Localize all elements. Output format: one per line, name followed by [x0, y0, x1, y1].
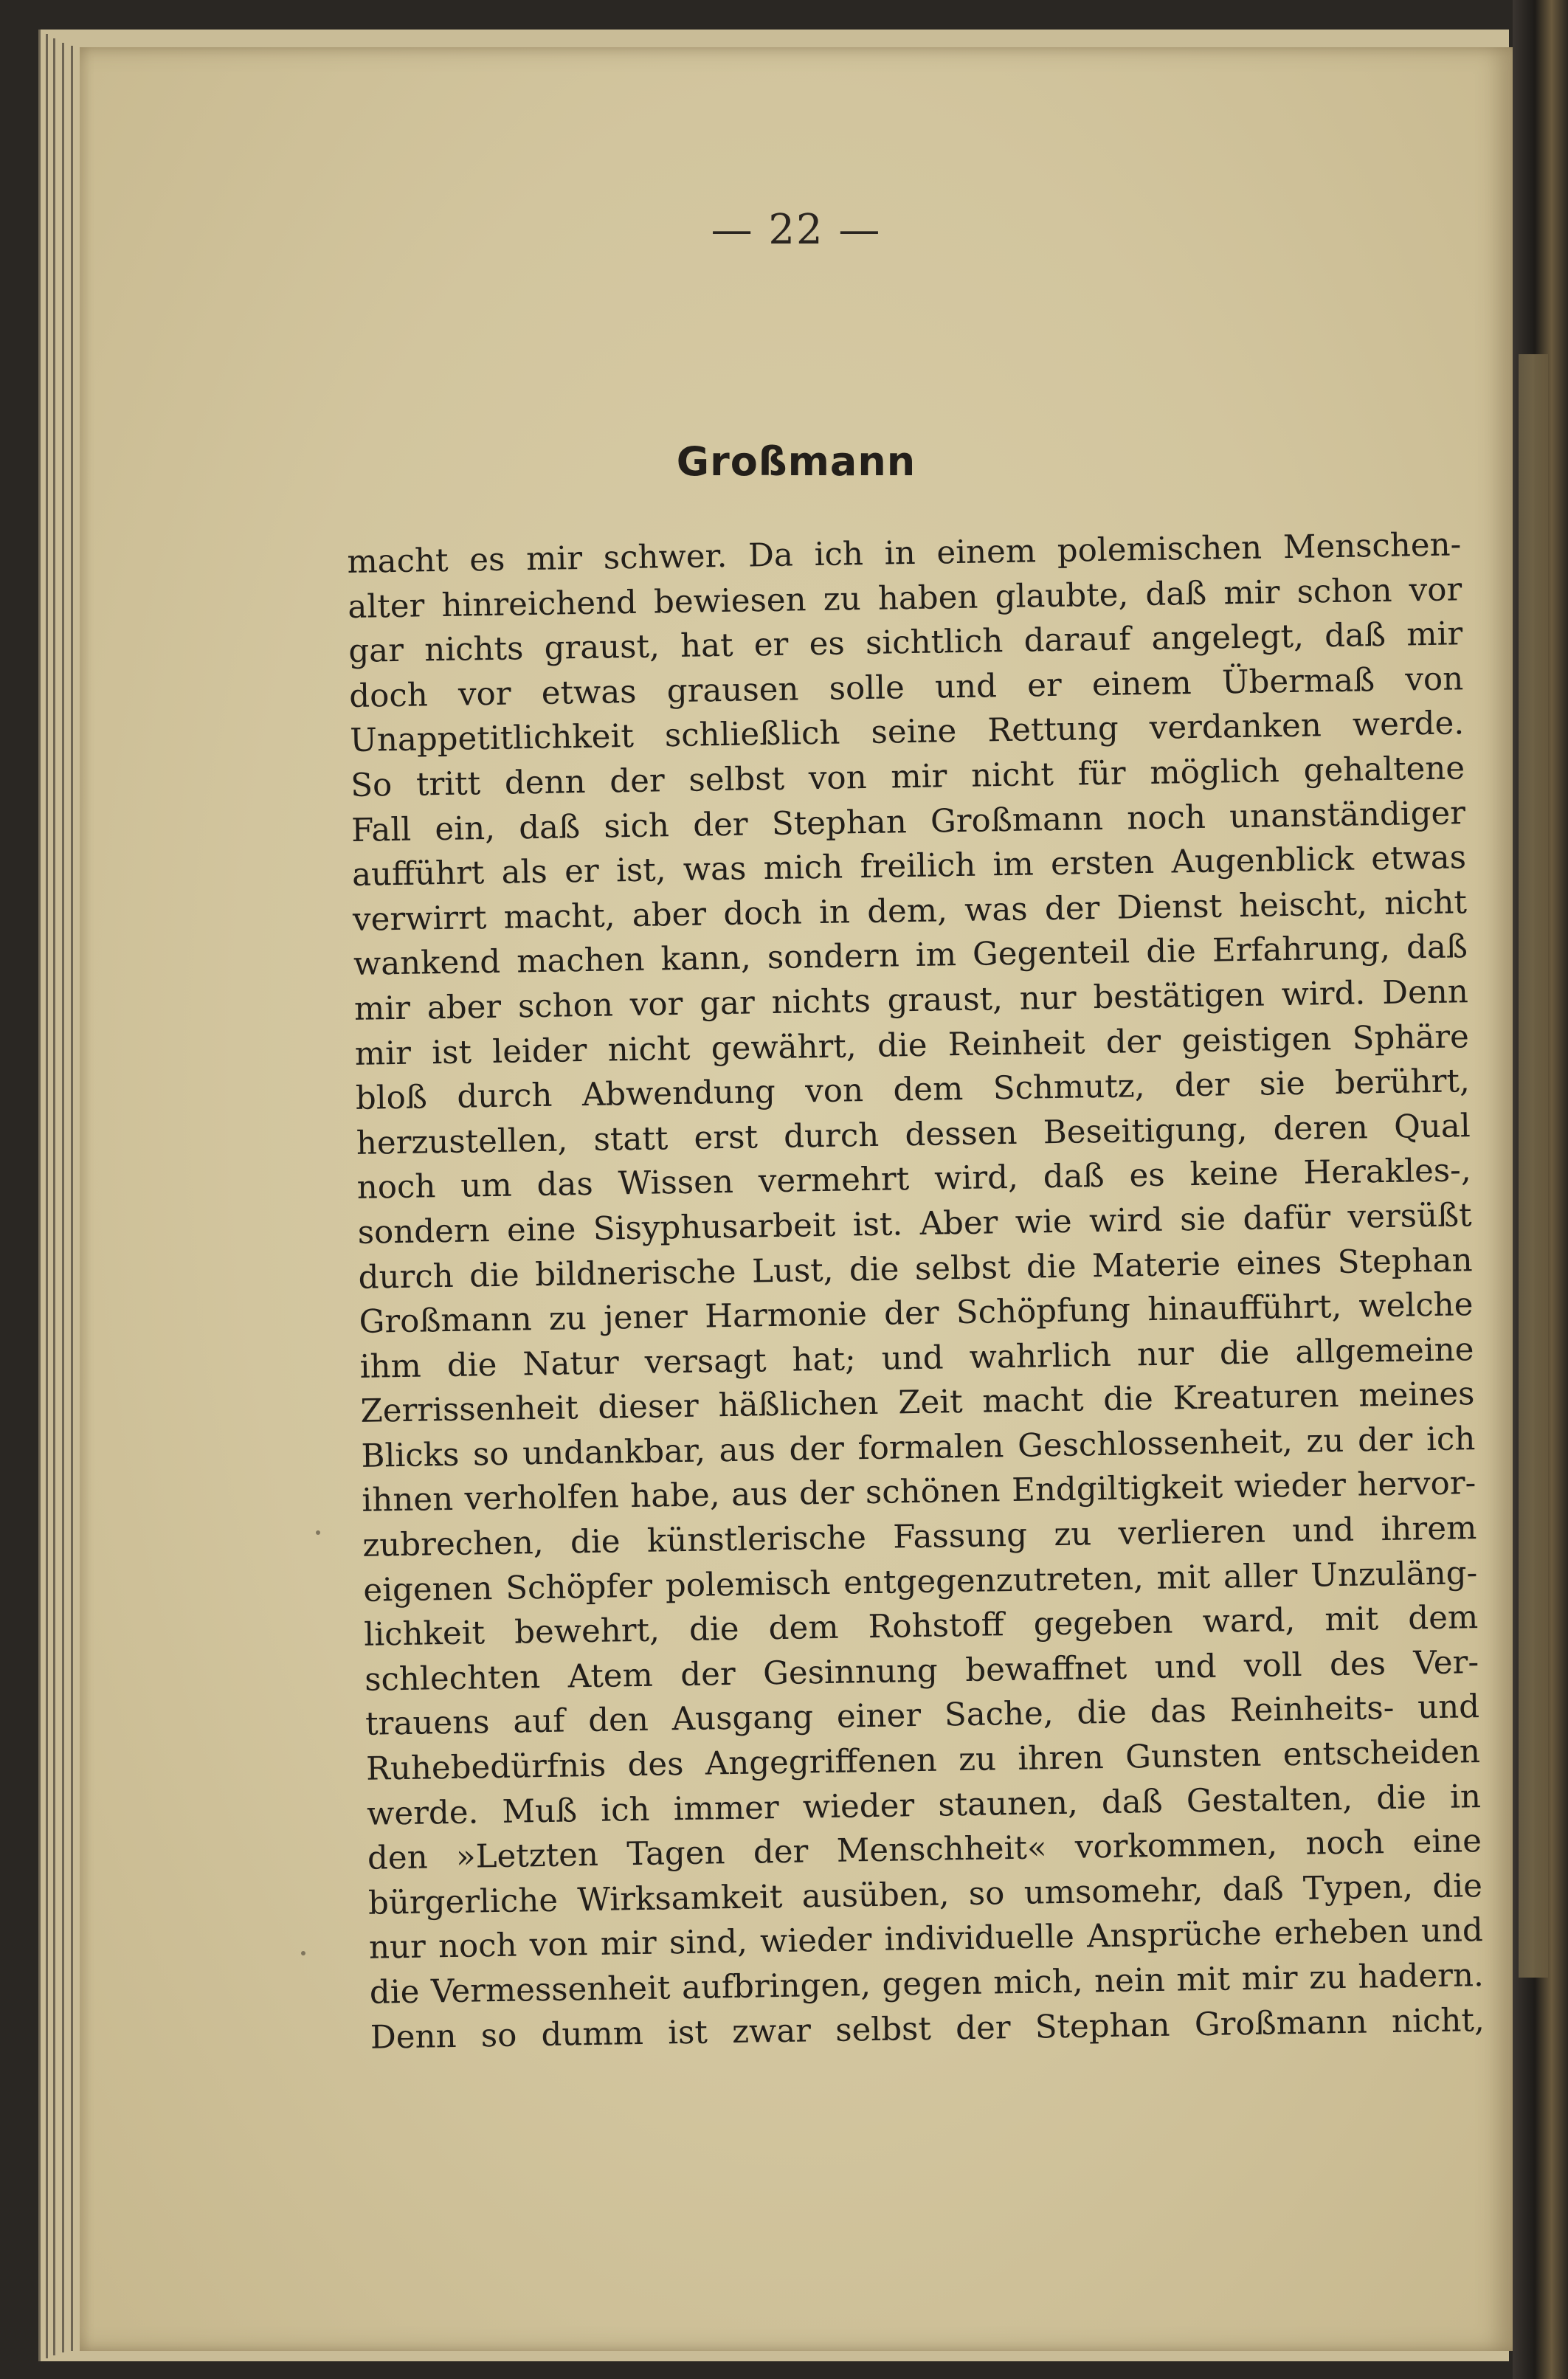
page-number: — 22 — — [711, 206, 882, 254]
text-line: durch die bildnerische Lust, die selbst die Materie eines Stephan — [358, 1241, 1473, 1296]
text-line: mir aber schon vor gar nichts graust, nur bestätigen wird. Denn — [353, 973, 1469, 1028]
text-line: sondern eine Sisyphusarbeit ist. Aber wie wird sie dafür versüßt — [357, 1197, 1472, 1251]
text-line: lichkeit bewehrt, die dem Rohstoff gegeben ward, mit dem — [363, 1599, 1479, 1654]
text-line: herzustellen, statt erst durch dessen Beseitigung, deren Qual — [356, 1107, 1471, 1162]
text-line: Denn so dumm ist zwar selbst der Stephan Großmann nicht, — [370, 2001, 1485, 2057]
text-line: mir ist leider nicht gewährt, die Reinheit der geistigen Sphäre — [354, 1018, 1470, 1073]
text-line: ihm die Natur versagt hat; und wahrlich nur die allgemeine — [359, 1330, 1474, 1386]
text-line: die Vermessenheit aufbringen, gegen mich, nein mit mir zu hadern. — [369, 1957, 1485, 2012]
paper-speck — [316, 1530, 320, 1535]
body-text — [347, 522, 1485, 2060]
text-line: macht es mir schwer. Da ich in einem polemischen Menschen- — [347, 526, 1462, 581]
paper-speck — [301, 1951, 305, 1955]
text-line: doch vor etwas grausen solle und er einem Übermaß von — [348, 660, 1464, 715]
text-line: den »Letzten Tagen der Menschheit« vorkommen, noch eine — [367, 1823, 1482, 1877]
text-line: gar nichts graust, hat er es sichtlich darauf angelegt, daß mir — [348, 615, 1463, 671]
text-line: alter hinreichend bewiesen zu haben glaubte, daß mir schon vor — [348, 570, 1462, 626]
text-line: Zerrissenheit dieser häßlichen Zeit macht die Kreaturen meines — [360, 1375, 1475, 1431]
text-line: bürgerliche Wirksamkeit ausüben, so umsomehr, daß Typen, die — [367, 1867, 1483, 1922]
text-line: wankend machen kann, sondern im Gegenteil die Erfahrung, daß — [353, 928, 1468, 984]
text-line: Ruhebedürfnis des Angegriffenen zu ihren Gunsten entscheiden — [365, 1733, 1481, 1788]
text-line: ihnen verholfen habe, aus der schönen Endgiltigkeit wieder hervor- — [362, 1465, 1477, 1520]
text-line: eigenen Schöpfer polemisch entgegenzutreten, mit aller Unzuläng- — [362, 1554, 1478, 1609]
text-line: aufführt als er ist, was mich freilich im ersten Augenblick etwas — [351, 839, 1467, 894]
text-line: zubrechen, die künstlerische Fassung zu verlieren und ihrem — [362, 1510, 1477, 1564]
text-line: Großmann zu jener Harmonie der Schöpfung hinaufführt, welche — [359, 1286, 1474, 1341]
text-line: verwirrt macht, aber doch in dem, was der Dienst heischt, nicht — [352, 883, 1468, 939]
text-line: werde. Muß ich immer wieder staunen, daß Gestalten, die in — [366, 1778, 1482, 1833]
text-line: trauens auf den Ausgang einer Sache, die das Reinheits- und — [365, 1688, 1480, 1744]
text-line: So tritt denn der selbst von mir nicht für möglich gehaltene — [350, 750, 1465, 804]
book-page — [80, 47, 1513, 2351]
text-line: Fall ein, daß sich der Stephan Großmann noch unanständiger — [350, 794, 1466, 849]
page-heading: Großmann — [676, 438, 916, 485]
text-line: bloß durch Abwendung von dem Schmutz, der sie berührt, — [355, 1063, 1471, 1118]
text-line: Unappetitlichkeit schließlich seine Rettung verdanken werde. — [349, 705, 1465, 760]
text-line: noch um das Wissen vermehrt wird, daß es keine Herakles-, — [356, 1152, 1472, 1207]
binding-edge — [1519, 354, 1548, 1978]
text-line: schlechten Atem der Gesinnung bewaffnet und voll des Ver- — [364, 1643, 1479, 1699]
text-line: nur noch von mir sind, wieder individuelle Ansprüche erheben und — [368, 1912, 1484, 1967]
text-line: Blicks so undankbar, aus der formalen Geschlossenheit, zu der ich — [361, 1420, 1476, 1475]
